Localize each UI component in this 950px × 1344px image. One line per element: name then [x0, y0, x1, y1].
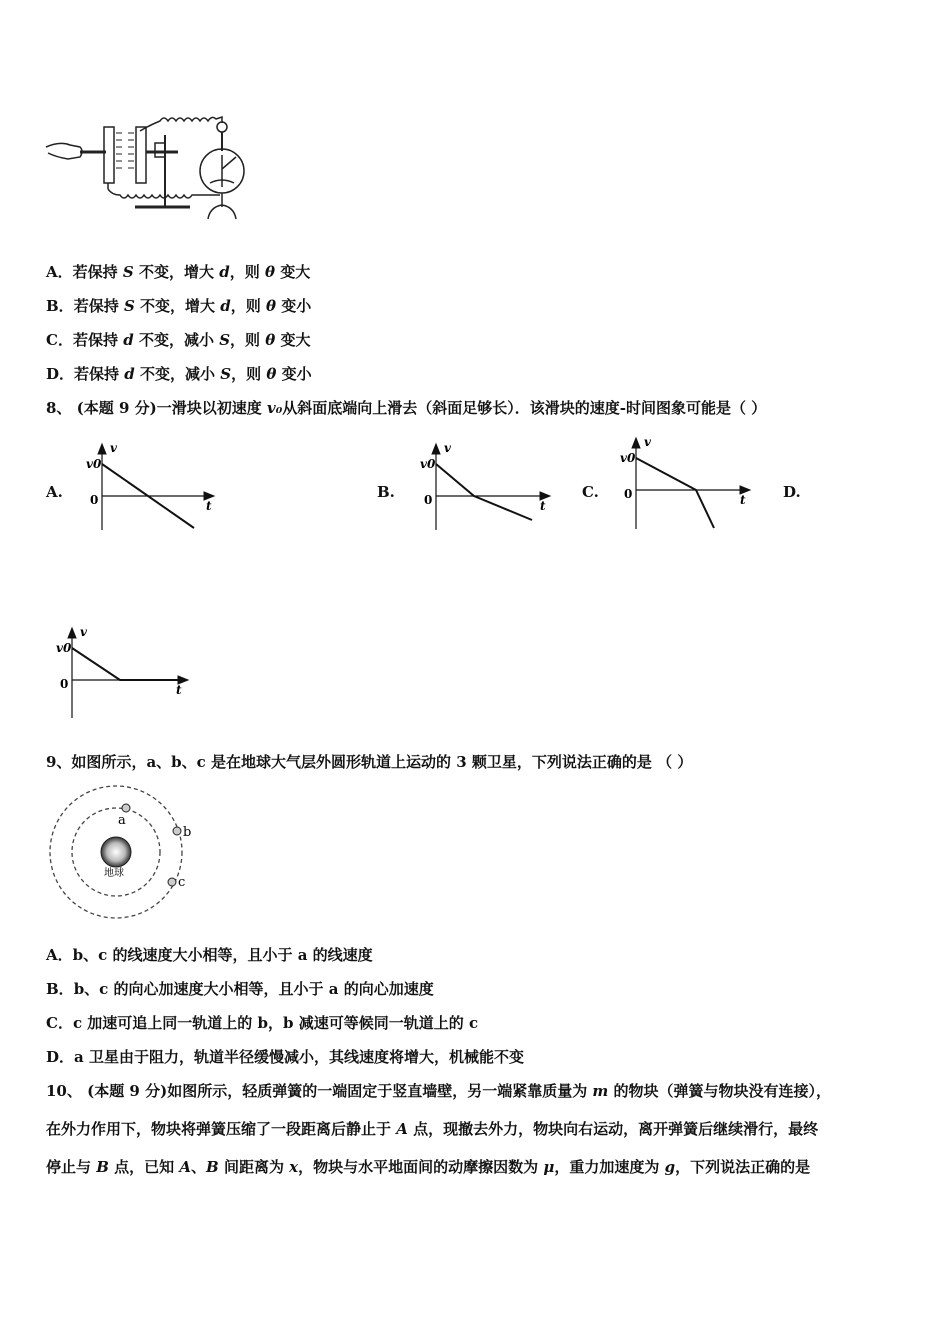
option-label: A． [46, 263, 73, 281]
svg-text:地球: 地球 [104, 868, 124, 879]
option-label: B． [46, 297, 74, 315]
q7-option-c[interactable]: C．若保持 d 不变，减小 S，则 θ 变大 [46, 331, 311, 349]
svg-text:0: 0 [60, 677, 69, 691]
q7-option-d[interactable]: D．若保持 d 不变，减小 S，则 θ 变小 [46, 365, 312, 383]
svg-text:c: c [178, 875, 186, 890]
svg-text:v0: v0 [620, 451, 636, 465]
svg-text:v: v [444, 441, 451, 455]
svg-text:v0: v0 [86, 457, 102, 471]
vt-graph-b [416, 440, 556, 535]
svg-text:0: 0 [90, 493, 99, 507]
svg-text:0: 0 [424, 493, 433, 507]
satellite-c [168, 878, 176, 886]
option-label: D． [46, 1048, 75, 1066]
svg-text:a: a [118, 813, 126, 828]
q8-option-b-label[interactable]: B. [377, 483, 395, 501]
capacitor-apparatus-figure [40, 95, 270, 235]
svg-text:b: b [183, 825, 192, 840]
svg-text:0: 0 [624, 487, 633, 501]
option-label: A． [46, 946, 73, 964]
svg-text:t: t [176, 683, 182, 697]
q10-stem-line-2: 在外力作用下，物块将弹簧压缩了一段距离后静止于 A 点，现撤去外力，物块向右运动，离开弹簧后继续滑行，最终 [46, 1120, 819, 1138]
satellite-a [122, 804, 130, 812]
svg-text:v: v [80, 625, 87, 639]
q8-stem: 8、 (本题 9 分)一滑块以初速度 v₀从斜面底端向上滑去（斜面足够长）．该滑块的速度-时间图象可能是（ ） [46, 399, 767, 417]
satellite-b [173, 827, 181, 835]
q8-option-a-label[interactable]: A. [46, 483, 63, 501]
option-label: C． [46, 1014, 73, 1032]
option-label: C． [46, 331, 73, 349]
vt-graph-a [82, 440, 222, 535]
q8-option-d-label[interactable]: D. [783, 483, 801, 501]
q7-option-a[interactable]: A．若保持 S 不变，增大 d，则 θ 变大 [46, 263, 311, 281]
vt-graph-c [616, 434, 756, 534]
svg-text:t: t [740, 493, 746, 507]
q10-stem-line-3: 停止与 B 点，已知 A、B 间距离为 x，物块与水平地面间的动摩擦因数为 μ，重力加速度为 g，下列说法正确的是 [46, 1158, 811, 1176]
svg-text:v0: v0 [56, 641, 72, 655]
q8-option-c-label[interactable]: C. [582, 483, 599, 501]
q9-option-a[interactable]: A．b、c 的线速度大小相等，且小于 a 的线速度 [46, 946, 373, 964]
vt-graph-d [52, 620, 202, 720]
q7-option-b[interactable]: B．若保持 S 不变，增大 d，则 θ 变小 [46, 297, 312, 315]
svg-text:t: t [540, 499, 546, 513]
earth [101, 837, 131, 867]
q9-option-b[interactable]: B．b、c 的向心加速度大小相等，且小于 a 的向心加速度 [46, 980, 434, 998]
svg-text:t: t [206, 499, 212, 513]
svg-text:v0: v0 [420, 457, 436, 471]
option-label: D． [46, 365, 75, 383]
q9-stem: 9、如图所示，a、b、c 是在地球大气层外圆形轨道上运动的 3 颗卫星，下列说法正确的是 （ ） [46, 753, 693, 771]
svg-text:v: v [110, 441, 117, 455]
option-label: B． [46, 980, 74, 998]
q10-stem-line-1: 10、 (本题 9 分)如图所示，轻质弹簧的一端固定于竖直墙壁，另一端紧靠质量为 m 的物块（弹簧与物块没有连接）， [46, 1082, 832, 1100]
q9-option-d[interactable]: D．a 卫星由于阻力，轨道半径缓慢减小，其线速度将增大，机械能不变 [46, 1048, 524, 1066]
satellite-orbit-figure [44, 780, 204, 920]
svg-text:v: v [644, 435, 651, 449]
q9-option-c[interactable]: C．c 加速可追上同一轨道上的 b，b 减速可等候同一轨道上的 c [46, 1014, 479, 1032]
